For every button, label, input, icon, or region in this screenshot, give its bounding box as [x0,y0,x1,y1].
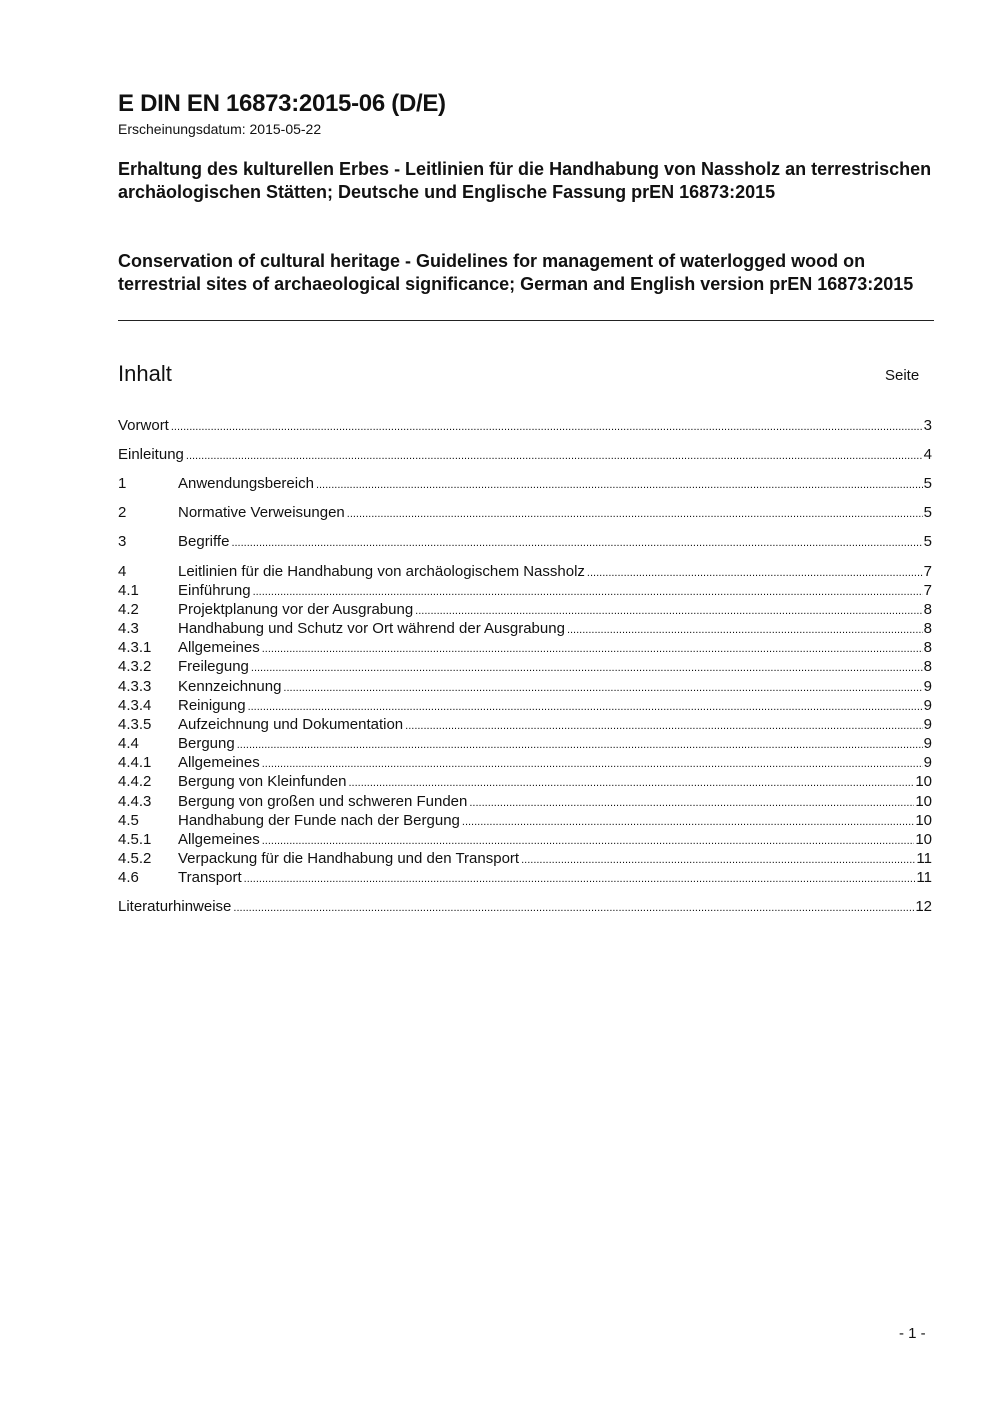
toc-entry[interactable] [118,445,932,464]
toc-leader-dots [262,830,915,851]
toc-entry-page: 4 [923,446,932,463]
toc-leader-dots [237,734,923,755]
toc-entry-number: 4.3 [118,620,139,637]
toc-leader-dots [248,696,923,717]
toc-entry[interactable] [118,811,932,830]
toc-leader-dots [233,897,914,918]
toc-entry-number: 4.4 [118,735,139,752]
page-number: - 1 - [899,1325,926,1342]
title-german: Erhaltung des kulturellen Erbes - Leitlinien für die Handhabung von Nassholz an terrestrischen archäologischen Stätten; Deutsche und Englische Fassung prEN 16873:2015 [118,159,932,202]
toc-entry-page: 8 [923,639,932,656]
toc-entry-number: 4.5.2 [118,850,152,867]
toc-leader-dots [244,868,916,889]
toc-entry[interactable] [118,753,932,772]
toc-entry[interactable] [118,849,932,868]
toc-entry-title: Literaturhinweise [118,898,232,915]
toc-leader-dots [316,474,923,495]
toc-leader-dots [462,811,914,832]
toc-page-column-label: Seite [885,367,920,384]
toc-entry[interactable] [118,416,932,435]
toc-entry-page: 11 [916,850,932,867]
toc-leader-dots [521,849,915,870]
toc-entry-number: 4.4.1 [118,754,152,771]
toc-entry-number: 4.4.3 [118,793,152,810]
toc-entry-page: 12 [915,898,932,915]
toc-entry-page: 9 [923,754,932,771]
toc-entry[interactable] [118,600,932,619]
toc-entry-number: 4.5.1 [118,831,152,848]
toc-entry-title: Projektplanung vor der Ausgrabung [178,601,414,618]
toc-entry-number: 4.6 [118,869,139,886]
toc-entry[interactable] [118,792,932,811]
toc-entry[interactable] [118,772,932,791]
toc-leader-dots [347,503,923,524]
toc-entry-page: 5 [923,475,932,492]
toc-entry-page: 9 [923,678,932,695]
toc-entry[interactable] [118,562,932,581]
toc-entry-title: Allgemeines [178,831,260,848]
toc-entry-title: Begriffe [178,533,230,550]
toc-entry-title: Einleitung [118,446,184,463]
toc-entry-title: Allgemeines [178,639,260,656]
toc-entry-title: Bergung von Kleinfunden [178,773,347,790]
toc-entry-page: 10 [915,793,932,810]
toc-entry[interactable] [118,532,932,551]
toc-entry-page: 9 [923,697,932,714]
toc-entry[interactable] [118,619,932,638]
toc-entry-number: 4.1 [118,582,139,599]
toc-entry-page: 10 [915,812,932,829]
toc-entry[interactable] [118,657,932,676]
toc-entry-page: 7 [923,582,932,599]
header-divider [118,320,934,321]
toc-leader-dots [283,677,922,698]
toc-entry-number: 4 [118,563,127,580]
toc-leader-dots [251,657,923,678]
toc-entry[interactable] [118,638,932,657]
toc-entry-title: Anwendungsbereich [178,475,314,492]
toc-entry[interactable] [118,868,932,887]
document-id: E DIN EN 16873:2015-06 (D/E) [118,90,446,117]
toc-entry-title: Bergung [178,735,235,752]
toc-leader-dots [567,619,923,640]
toc-entry[interactable] [118,677,932,696]
toc-leader-dots [253,581,923,602]
toc-leader-dots [171,416,923,437]
toc-entry-title: Transport [178,869,242,886]
toc-entry-number: 1 [118,475,127,492]
toc-entry-number: 4.4.2 [118,773,152,790]
toc-entry-page: 5 [923,504,932,521]
toc-entry-title: Handhabung der Funde nach der Bergung [178,812,460,829]
toc-entry-title: Vorwort [118,417,169,434]
toc-entry-title: Reinigung [178,697,246,714]
toc-entry-number: 4.5 [118,812,139,829]
toc-leader-dots [262,753,923,774]
toc-entry-page: 8 [923,620,932,637]
title-english: Conservation of cultural heritage - Guidelines for management of waterlogged wood on terrestrial sites of archaeological significance; German and English version prEN 16873:2015 [118,251,914,294]
toc-entry-page: 3 [923,417,932,434]
toc-leader-dots [231,532,922,553]
toc-entry[interactable] [118,830,932,849]
toc-entry-number: 4.3.5 [118,716,152,733]
toc-entry-title: Allgemeines [178,754,260,771]
toc-entry-number: 4.3.1 [118,639,152,656]
toc-entry-title: Freilegung [178,658,249,675]
toc-entry-title: Handhabung und Schutz vor Ort während der Ausgrabung [178,620,565,637]
toc-leader-dots [262,638,923,659]
toc-entry[interactable] [118,734,932,753]
toc-entry-title: Normative Verweisungen [178,504,345,521]
toc-entry-number: 4.3.4 [118,697,152,714]
toc-heading: Inhalt [118,361,172,386]
toc-entry[interactable] [118,715,932,734]
toc-entry-page: 8 [923,658,932,675]
toc-entry-page: 7 [923,563,932,580]
toc-entry-number: 4.3.3 [118,678,152,695]
toc-entry-number: 4.2 [118,601,139,618]
toc-entry-title: Aufzeichnung und Dokumentation [178,716,404,733]
toc-entry-number: 2 [118,504,127,521]
toc-leader-dots [587,562,923,583]
toc-entry-title: Leitlinien für die Handhabung von archäologischem Nassholz [178,563,585,580]
toc-entry-number: 3 [118,533,127,550]
toc-entry[interactable] [118,696,932,715]
toc-leader-dots [348,772,914,793]
toc-entry[interactable] [118,503,932,522]
toc-entry-page: 11 [916,869,932,886]
toc-leader-dots [469,792,914,813]
toc-entry[interactable] [118,581,932,600]
toc-entry-title: Bergung von großen und schweren Funden [178,793,468,810]
toc-entry-page: 5 [923,533,932,550]
toc-leader-dots [186,445,923,466]
toc-entry-title: Einführung [178,582,251,599]
toc-entry-page: 9 [923,735,932,752]
toc-entry-page: 10 [915,773,932,790]
toc-leader-dots [415,600,922,621]
toc-entry-number: 4.3.2 [118,658,152,675]
toc-entry-page: 9 [923,716,932,733]
publication-date: Erscheinungsdatum: 2015-05-22 [118,121,322,137]
toc-entry[interactable] [118,474,932,493]
toc-entry-page: 8 [923,601,932,618]
toc-leader-dots [405,715,923,736]
toc-entry-title: Kennzeichnung [178,678,282,695]
toc-entry-page: 10 [915,831,932,848]
toc-entry-title: Verpackung für die Handhabung und den Transport [178,850,520,867]
toc-entry[interactable] [118,897,932,916]
